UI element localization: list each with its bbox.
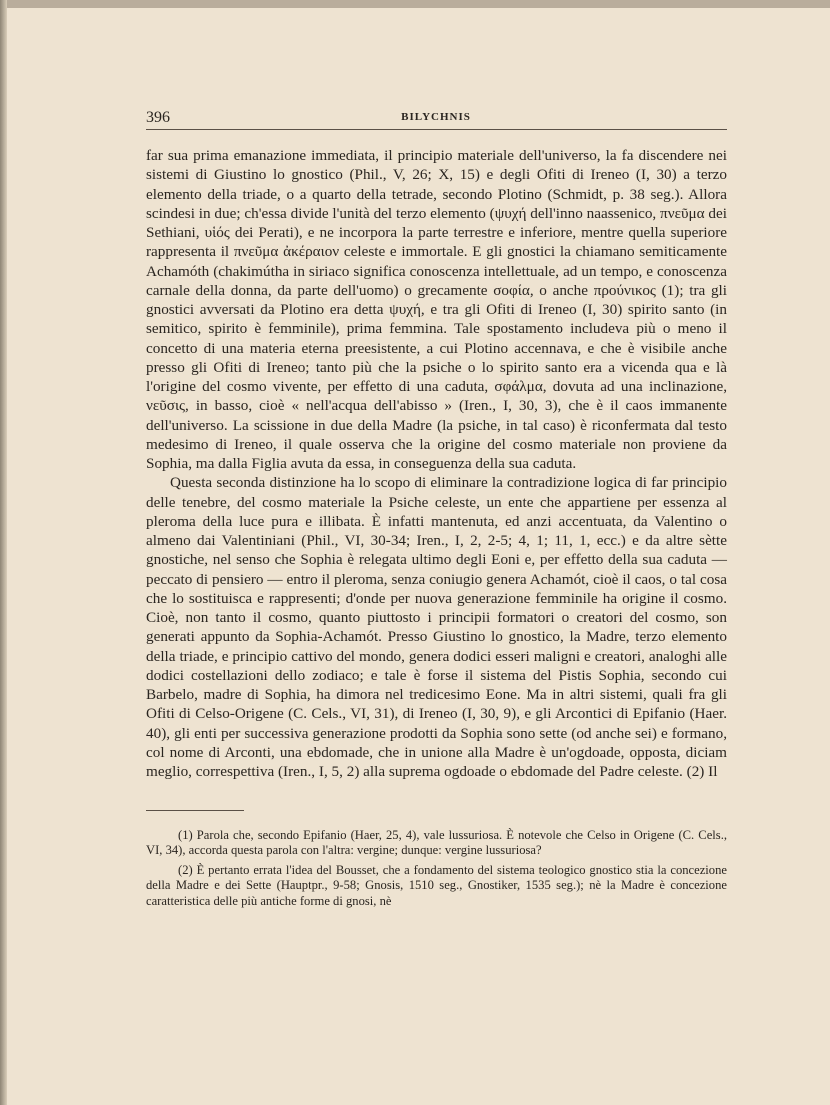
- binding-edge: [0, 0, 7, 1105]
- page-top-edge: [0, 0, 830, 8]
- running-head: BILYCHNIS: [401, 111, 471, 123]
- footnotes: [146, 828, 727, 913]
- page-number: 396: [146, 109, 170, 126]
- footnote-2: (2) È pertanto errata l'idea del Bousset, che a fondamento del sistema teologico gnostico stia la concezione della Madre e dei Sette (Hauptpr., 9-58; Gnosis, 1510 seg., Gnostiker, 1535 seg.); nè la Madre è concezione caratteristica delle più antiche forme di gnosi, nè: [146, 862, 727, 908]
- paragraph-1: far sua prima emanazione immediata, il principio materiale dell'universo, la fa discendere nei sistemi di Giustino lo gnostico (Phil., V, 26; X, 15) e degli Ofiti di Ireneo (I, 30) a terzo elemento della triade, o a quarto della tetrade, secondo Plotino (Schmidt, p. 38 seg.). Allora scindesi in due; ch'essa divide l'unità del terzo elemento (ψυχή dell'inno naassenico, πνεῦμα dei Sethiani, υἱός dei Perati), e ne incorpora la parte terrestre e inferiore, mentre quella superiore rappresenta il πνεῦμα ἀκέραιον celeste e immortale. E gli gnostici la chiamano semiticamente Achamóth (chakimútha in siriaco significa conoscenza intellettuale, ad un tempo, e conoscenza carnale della donna, da parte dell'uomo) o grecamente σοφία, o anche προύνικος (1); tra gli gnostici avversati da Plotino era detta ψυχή, e tra gli Ofiti di Ireneo (I, 30) spirito santo (in semitico, spirito è femminile), prima femmina. Tale spostamento includeva più o meno il concetto di una materia eterna preesistente, a cui Plotino accennava, e che è visibile anche presso gli Ofiti di Ireneo; tanto più che la psiche o lo spirito santo era a vicenda qua e là l'origine del cosmo vivente, per effetto di una caduta, σφάλμα, dovuta ad una inclinazione, νεῦσις, in basso, cioè « nell'acqua dell'abisso » (Iren., I, 30, 3), che è il caos immanente dell'universo. La scissione in due della Madre (la psiche, in tal caso) è riconfermata dal testo medesimo di Ireneo, il quale osserva che la origine del cosmo materiale non proviene da Sophia, ma dalla Figlia avuta da essa, in conseguenza della sua caduta.: [146, 147, 727, 472]
- footnote-rule: [146, 810, 244, 811]
- page-header: [146, 109, 726, 127]
- paragraph-2: Questa seconda distinzione ha lo scopo di eliminare la contradizione logica di far principio delle tenebre, del cosmo materiale la Psiche celeste, un ente che appartiene per essenza al pleroma della luce pura e illibata. È infatti mantenuta, ed anzi accentuata, da Valentino o almeno dai Valentiniani (Phil., VI, 30-34; Iren., I, 2, 2-5; 4, 1; 11, 1, ecc.) e da altre sètte gnostiche, nel senso che Sophia è relegata ultimo degli Eoni e, per effetto della sua caduta — peccato di pensiero — entro il pleroma, senza coniugio genera Achamót, cioè il caos, o tal cosa che lo sostituisca e rappresenti; d'onde per nuova generazione femminile ha origine il cosmo. Cioè, non tanto il cosmo, quanto piuttosto i principii formatori o creatori del cosmo, son generati appunto da Sophia-Achamót. Presso Giustino lo gnostico, la Madre, terzo elemento della triade, e principio cattivo del mondo, genera dodici esseri maligni e creatori, analoghi alle dodici costellazioni dello zodiaco; e tale è forse il sistema del Pistis Sophia, secondo cui Barbelo, madre di Sophia, ha dimora nel tredicesimo Eone. Ma in altri sistemi, quali fra gli Ofiti di Celso-Origene (C. Cels., VI, 31), di Ireneo (I, 30, 9), e gli Arcontici di Epifanio (Haer. 40), gli enti per successiva generazione prodotti da Sophia sono sette (od anche sei) e formano, col nome di Arconti, una ebdomade, che in unione alla Madre è un'ogdoade, opposta, diciam meglio, correspettiva (Iren., I, 5, 2) alla suprema ogdoade o ebdomade del Padre celeste. (2) Il: [146, 474, 727, 780]
- header-rule: [146, 129, 727, 130]
- footnote-1: (1) Parola che, secondo Epifanio (Haer, 25, 4), vale lussuriosa. È notevole che Celso in Origene (C. Cels., VI, 34), accorda questa parola con l'altra: vergine; dunque: vergine lussuriosa?: [146, 828, 727, 858]
- main-text: [146, 146, 727, 781]
